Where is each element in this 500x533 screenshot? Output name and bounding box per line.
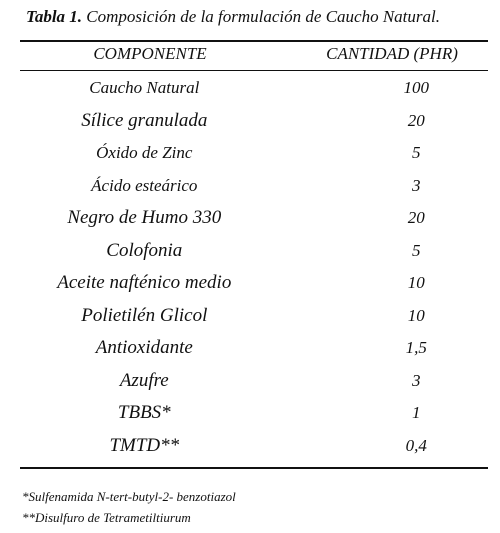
cantidad-cell: 1,5 [405,338,427,358]
cantidad-cell: 10 [407,273,425,293]
table-caption [26,7,440,27]
table-row [20,72,488,105]
cantidad-cell: 5 [412,143,421,163]
table-row [20,170,488,203]
caption-text: Composición de la formulación de Caucho Natural. [82,7,440,26]
table-row [20,235,488,268]
cantidad-cell: 3 [412,370,421,390]
cantidad-cell: 10 [407,305,425,325]
footnote: *Sulfenamida N-tert-butyl-2- benzotiazol [22,489,236,504]
componente-cell: Antioxidante [95,337,193,359]
componente-cell: Óxido de Zinc [96,143,193,163]
componente-cell: Sílice granulada [81,109,208,131]
componente-cell: TBBS* [117,402,171,424]
footnote: **Disulfuro de Tetrametiltiurum [22,510,191,525]
header-componente: COMPONENTE [93,44,207,63]
header-rule [20,70,488,71]
cantidad-cell: 20 [407,110,425,130]
caption-label: Tabla 1. [26,7,83,26]
componente-cell: Aceite nafténico medio [57,272,232,294]
footnotes [22,486,236,528]
table-bottom-rule [20,467,488,469]
componente-cell: Negro de Humo 330 [67,207,222,229]
table-row [20,300,488,333]
table-row [20,365,488,398]
cantidad-cell: 100 [403,78,430,98]
table-row [20,202,488,235]
componente-cell: Polietilén Glicol [81,304,208,326]
table-row [20,267,488,300]
table-row [20,137,488,170]
cantidad-cell: 1 [412,403,421,423]
componente-cell: Colofonia [106,239,183,261]
componente-cell: Caucho Natural [89,78,200,98]
componente-cell: Azufre [119,369,169,391]
table-body [20,72,488,462]
table-row [20,332,488,365]
cantidad-cell: 0,4 [405,435,427,455]
componente-cell: Ácido esteárico [91,175,198,195]
table-row [20,430,488,463]
componente-cell: TMTD** [109,434,180,456]
table-row [20,397,488,430]
cantidad-cell: 3 [412,175,421,195]
cantidad-cell: 20 [407,208,425,228]
header-cantidad: CANTIDAD (PHR) [326,44,458,63]
table-row [20,105,488,138]
table-top-rule [20,40,488,42]
cantidad-cell: 5 [412,240,421,260]
